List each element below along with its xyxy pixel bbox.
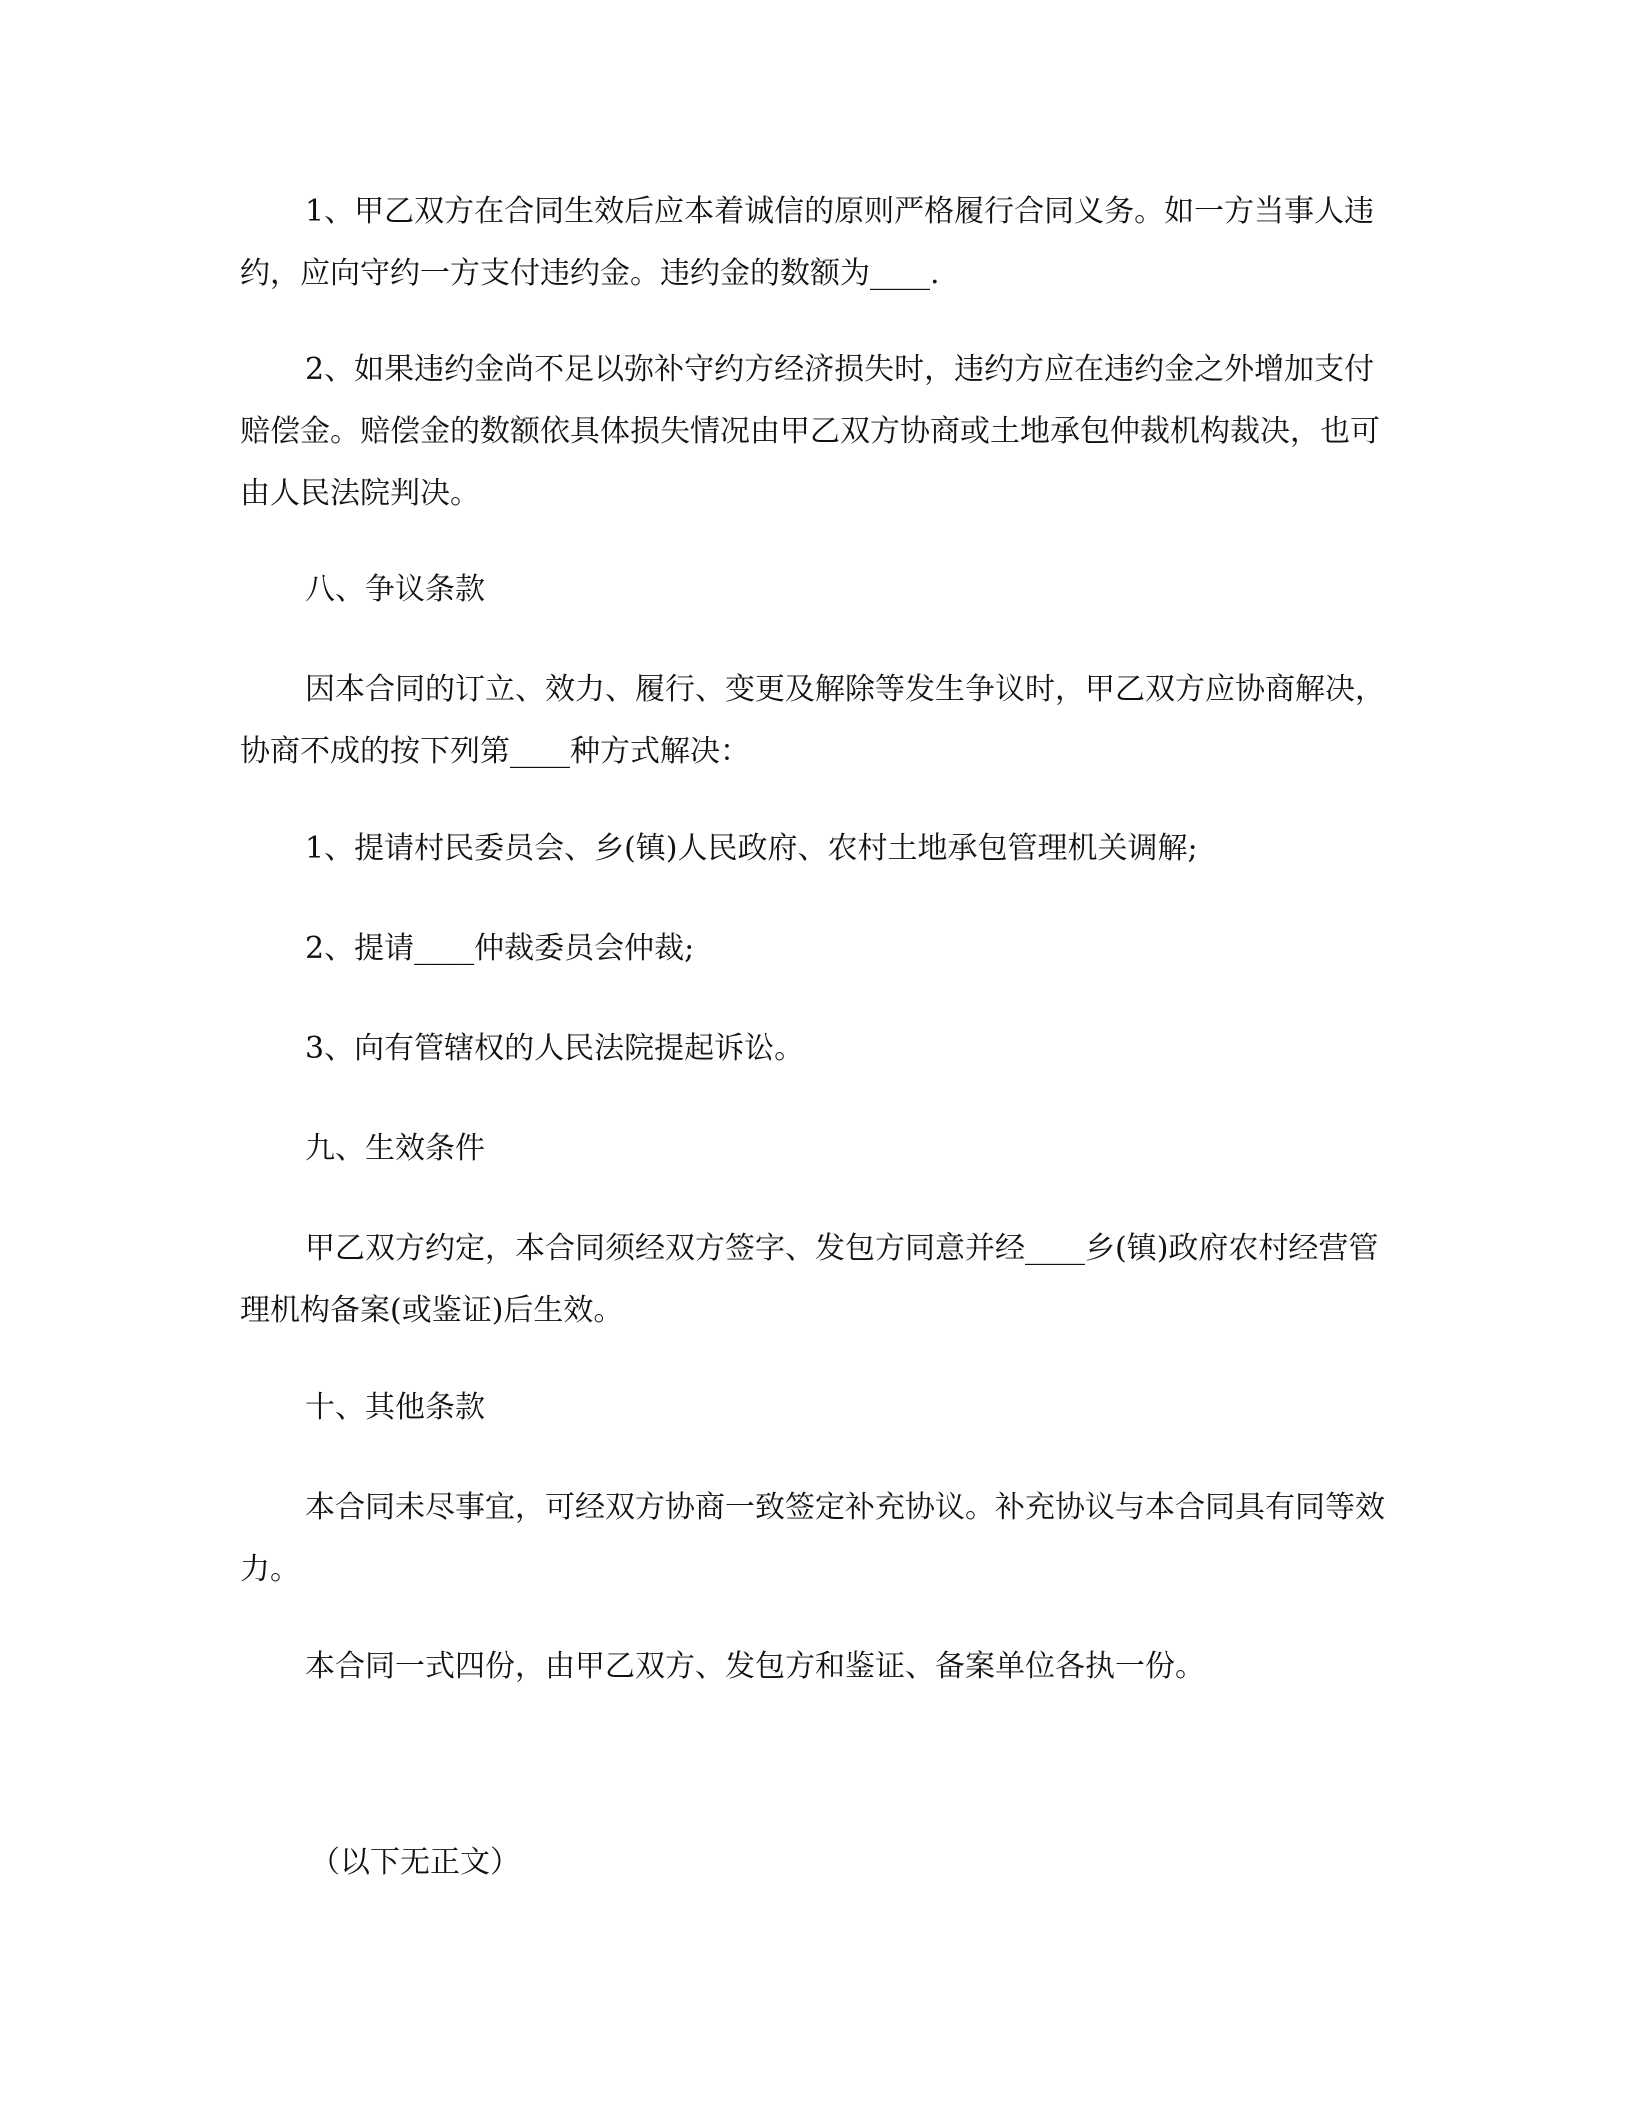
dispute-intro-paragraph: 因本合同的订立、效力、履行、变更及解除等发生争议时，甲乙双方应协商解决，协商不成的按下列第____种方式解决： <box>240 672 1385 769</box>
clause-7-item-1: 1、甲乙双方在合同生效后应本着诚信的原则严格履行合同义务。如一方当事人违约，应向守约一方支付违约金。违约金的数额为____. <box>240 194 1375 291</box>
copies-paragraph: 本合同一式四份，由甲乙双方、发包方和鉴证、备案单位各执一份。 <box>305 1649 1205 1684</box>
clause-7-item-2: 2、如果违约金尚不足以弥补守约方经济损失时，违约方应在违约金之外增加支付赔偿金。赔偿金的数额依具体损失情况由甲乙双方协商或土地承包仲裁机构裁决，也可由人民法院判决。 <box>240 352 1380 511</box>
section-heading-dispute: 八、争议条款 <box>305 572 485 607</box>
section-heading-other: 十、其他条款 <box>305 1390 485 1425</box>
dispute-option-3: 3、向有管辖权的人民法院提起诉讼。 <box>305 1031 805 1066</box>
effect-paragraph: 甲乙双方约定，本合同须经双方签字、发包方同意并经____乡(镇)政府农村经营管理机构备案(或鉴证)后生效。 <box>240 1231 1379 1328</box>
dispute-option-1: 1、提请村民委员会、乡(镇)人民政府、农村土地承包管理机关调解; <box>305 831 1198 866</box>
other-terms-paragraph: 本合同未尽事宜，可经双方协商一致签定补充协议。补充协议与本合同具有同等效力。 <box>240 1490 1385 1587</box>
section-heading-effect: 九、生效条件 <box>305 1131 485 1166</box>
dispute-option-2: 2、提请____仲裁委员会仲裁; <box>305 931 695 966</box>
no-further-text-note: （以下无正文） <box>310 1845 520 1880</box>
